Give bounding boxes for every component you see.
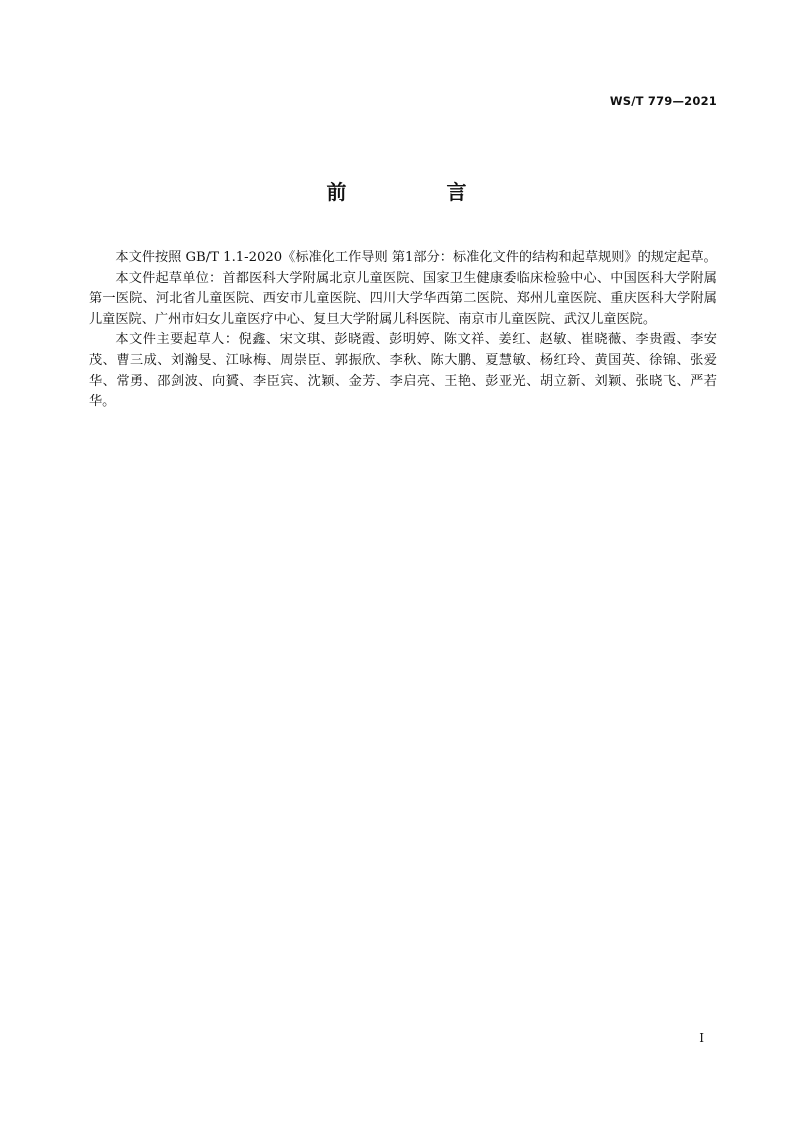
paragraph-main-drafters: 本文件主要起草人：倪鑫、宋文琪、彭晓霞、彭明婷、陈文祥、姜红、赵敏、崔晓薇、李贵霞、李安茂、曹三成、刘瀚旻、江咏梅、周崇臣、郭振欣、李秋、陈大鹏、夏慧敏、杨红玲、黄国英、徐锦、张爱华、常勇、邵剑波、向贇、李臣宾、沈颖、金芳、李启亮、王艳、彭亚光、胡立新、刘颖、张晓飞、严若华。 — [89, 332, 717, 410]
paragraph-drafting-units: 本文件起草单位：首都医科大学附属北京儿童医院、国家卫生健康委临床检验中心、中国医科大学附属第一医院、河北省儿童医院、西安市儿童医院、四川大学华西第二医院、郑州儿童医院、重庆医科大学附属儿童医院、广州市妇女儿童医疗中心、复旦大学附属儿科医院、南京市儿童医院、武汉儿童医院。 — [89, 270, 717, 327]
document-body — [89, 248, 717, 413]
page-number: I — [699, 1031, 704, 1045]
page-title: 前 言 — [326, 180, 507, 204]
paragraph-drafting-rules: 本文件按照 GB/T 1.1-2020《标准化工作导则 第1部分：标准化文件的结构和起草规则》的规定起草。 — [115, 250, 717, 265]
standard-code: WS/T 779—2021 — [609, 94, 717, 108]
